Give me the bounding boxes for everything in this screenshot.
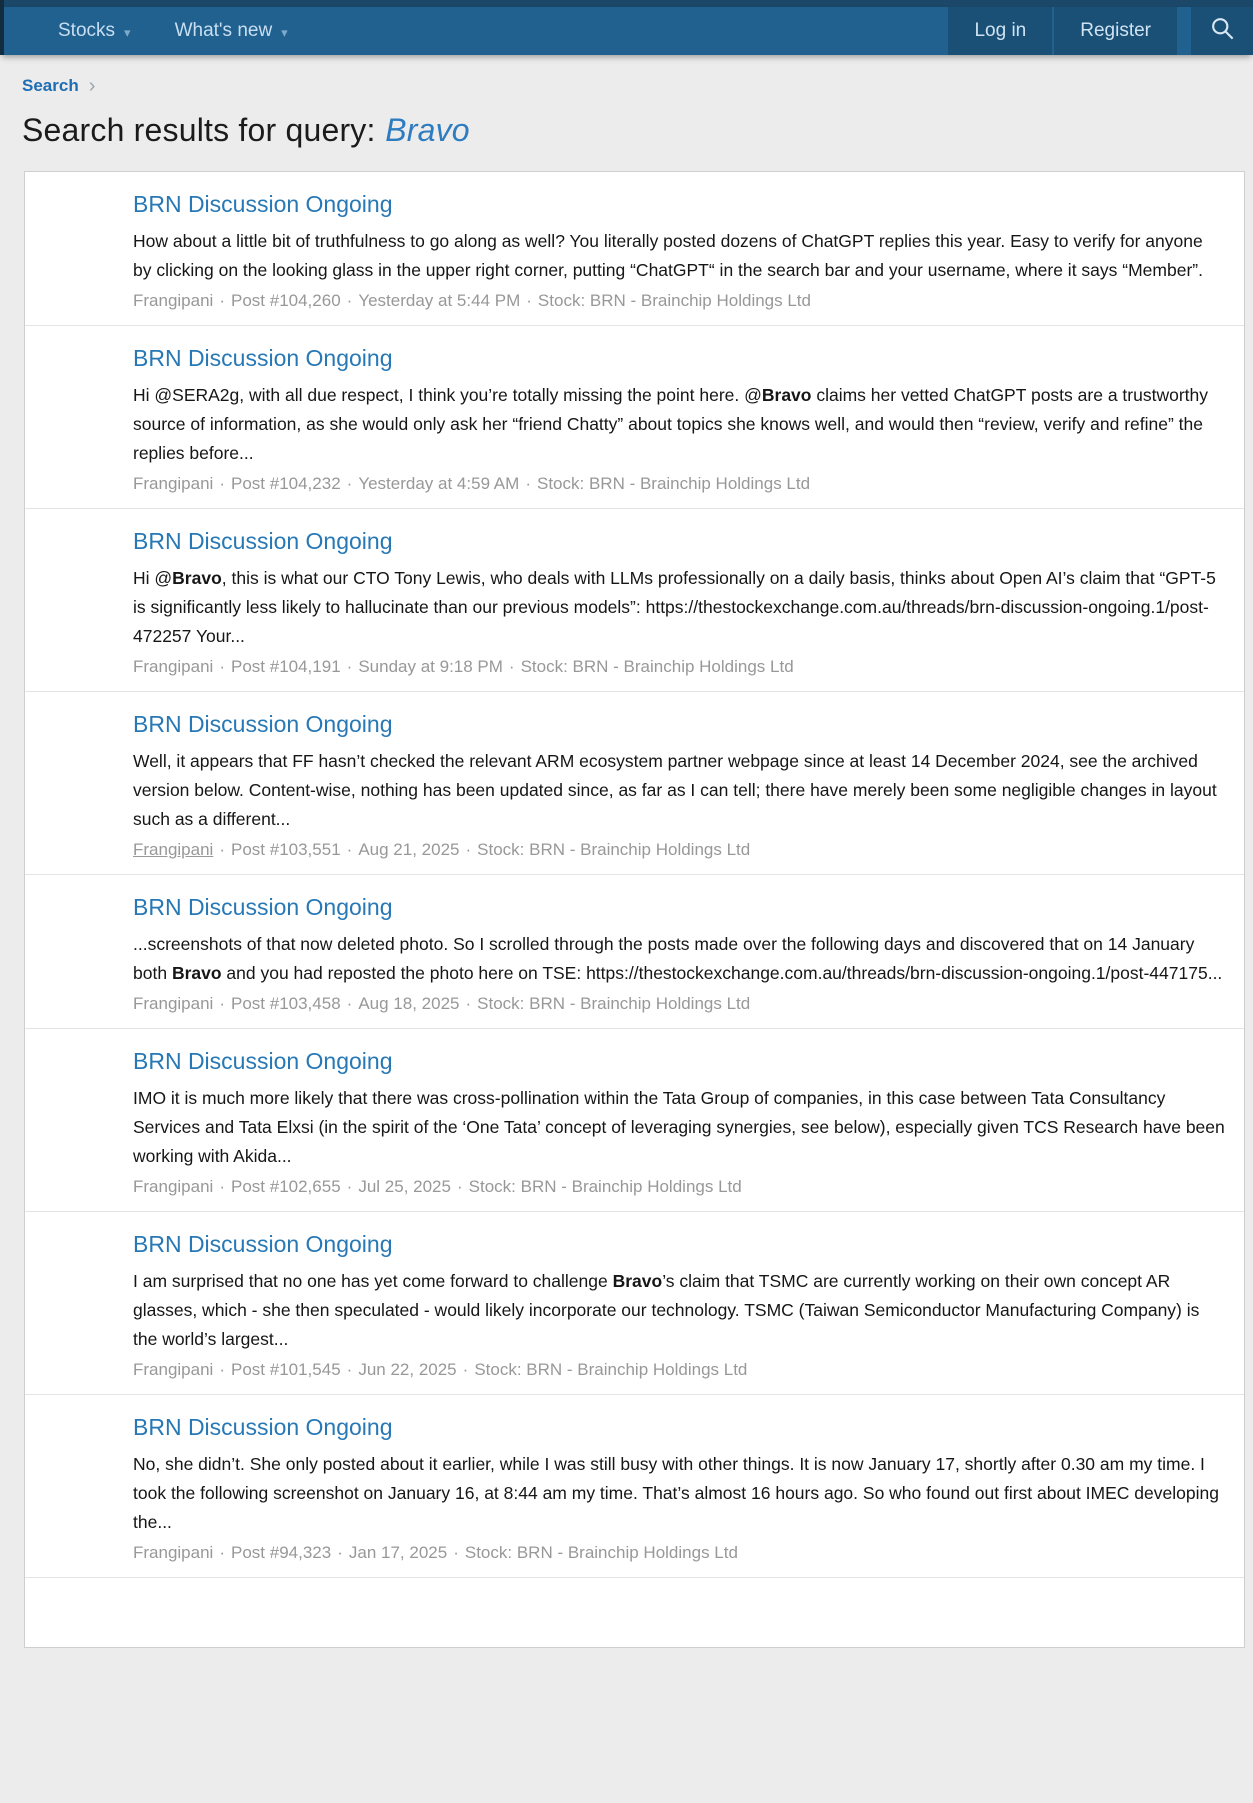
meta-separator: ·	[346, 291, 353, 310]
result-date-link[interactable]: Jun 22, 2025	[358, 1360, 457, 1379]
result-author-link[interactable]: Frangipani	[133, 474, 214, 493]
snippet-text: ...screenshots of that now deleted photo. So I scrolled through the posts made over the following days and discovered that on 14 January both	[133, 934, 1195, 983]
result-post-number: Post #101,545	[231, 1360, 341, 1379]
snippet-text: Well, it appears that FF hasn’t checked the relevant ARM ecosystem partner webpage since at least 14 December 2024, see the archived version below. Content-wise, nothing has been updated since, as far as I can tell; there have merely been some negligible changes in layout such as a different...	[133, 751, 1217, 829]
result-post-number: Post #103,551	[231, 840, 341, 859]
result-content	[133, 892, 1226, 1014]
partial-next-row	[25, 1577, 1244, 1647]
snippet-text: Hi @SERA2g, with all due respect, I think you’re totally missing the point here. @	[133, 385, 762, 405]
result-stock-label: Stock: BRN - Brainchip Holdings Ltd	[536, 474, 811, 493]
search-result-item	[25, 172, 1244, 325]
register-button[interactable]: Register	[1054, 7, 1177, 55]
result-content	[133, 1412, 1226, 1563]
search-result-item	[25, 1394, 1244, 1577]
search-button[interactable]	[1191, 7, 1253, 55]
snippet-bold-mention: Bravo	[172, 568, 222, 588]
result-meta	[133, 291, 1226, 311]
result-stock-label: Stock: BRN - Brainchip Holdings Ltd	[477, 840, 751, 859]
login-button[interactable]: Log in	[948, 7, 1052, 55]
result-date-link[interactable]: Aug 21, 2025	[358, 840, 460, 859]
snippet-text: No, she didn’t. She only posted about it earlier, while I was still busy with other things. It is now January 17, shortly after 0.30 am my time. I took the following screenshot on January 16, at 8:44 am my time. That’s almost 16 hours ago. So who found out first about IMEC developing the...	[133, 1454, 1219, 1532]
result-stock-label: Stock: BRN - Brainchip Holdings Ltd	[468, 1177, 742, 1196]
snippet-text: How about a little bit of truthfulness to go along as well? You literally posted dozens of ChatGPT replies this year. Easy to verify for anyone by clicking on the looking glass in the upper right corner, putting “ChatGPT“ in the search bar and your username, where it says “Member”.	[133, 231, 1203, 280]
result-meta	[133, 1177, 1226, 1197]
result-date-link[interactable]: Yesterday at 4:59 AM	[358, 474, 520, 493]
snippet-text: Hi @	[133, 568, 173, 588]
meta-separator: ·	[219, 657, 225, 676]
page-title	[22, 112, 1247, 149]
search-icon	[1209, 15, 1236, 47]
search-result-item	[25, 874, 1244, 1028]
result-meta	[133, 1360, 1226, 1380]
meta-separator: ·	[346, 1177, 353, 1196]
result-date-link[interactable]: Sunday at 9:18 PM	[358, 657, 503, 676]
search-result-item	[25, 1028, 1244, 1211]
snippet-text: , this is what our CTO Tony Lewis, who deals with LLMs professionally on a daily basis, thinks about Open AI’s claim that “GPT-5 is significantly less likely to hallucinate than our previous models”: https://thestockexchange.com.au/threads/brn-discussion-ongoing.1/post-472257 Your...	[133, 568, 1216, 646]
meta-separator: ·	[219, 1177, 225, 1196]
result-post-number: Post #102,655	[231, 1177, 341, 1196]
meta-separator: ·	[465, 994, 472, 1013]
result-snippet	[133, 930, 1226, 988]
result-content	[133, 709, 1226, 860]
result-author-link[interactable]: Frangipani	[133, 657, 214, 676]
result-content	[133, 189, 1226, 311]
breadcrumb	[22, 75, 1247, 96]
meta-separator: ·	[346, 840, 353, 859]
search-result-item	[25, 691, 1244, 874]
result-author-link[interactable]: Frangipani	[133, 1360, 214, 1379]
search-result-item	[25, 325, 1244, 508]
result-meta	[133, 994, 1226, 1014]
snippet-text: I am surprised that no one has yet come forward to challenge	[133, 1271, 613, 1291]
meta-separator: ·	[453, 1543, 459, 1562]
search-results-list	[24, 171, 1245, 1648]
avatar[interactable]	[39, 1412, 111, 1484]
snippet-bold-mention: Bravo	[612, 1271, 663, 1291]
search-results-page	[0, 55, 1253, 1648]
result-author-link[interactable]: Frangipani	[133, 1543, 214, 1562]
nav-item-label: Stocks	[58, 20, 116, 41]
snippet-bold-mention: Bravo	[171, 963, 222, 983]
result-content	[133, 1229, 1226, 1380]
result-date-link[interactable]: Jan 17, 2025	[348, 1543, 448, 1562]
meta-separator: ·	[219, 994, 225, 1013]
result-snippet	[133, 1084, 1226, 1171]
nav-top-strip	[0, 0, 1253, 7]
snippet-text: claims her vetted ChatGPT posts are a trustworthy source of information, as she would only ask her “friend Chatty” about topics she knows well, and would then “review, verify and refine” the replies before...	[133, 385, 1208, 463]
result-stock-label: Stock: BRN - Brainchip Holdings Ltd	[537, 291, 811, 310]
result-date-link[interactable]: Aug 18, 2025	[358, 994, 460, 1013]
result-meta	[133, 840, 1226, 860]
meta-separator: ·	[219, 1360, 225, 1379]
snippet-text: IMO it is much more likely that there was cross-pollination within the Tata Group of companies, in this case between Tata Consultancy Services and Tata Elxsi (in the spirit of the ‘One Tata’ concept of leveraging synergies, see below), especially given TCS Research have been working with Akida...	[133, 1088, 1225, 1166]
search-result-item	[25, 508, 1244, 691]
result-post-number: Post #104,260	[231, 291, 341, 310]
avatar[interactable]	[39, 892, 111, 964]
nav-item-stocks[interactable]	[36, 7, 153, 55]
result-author-link[interactable]: Frangipani	[133, 1177, 214, 1196]
chevron-down-icon: ▾	[124, 24, 131, 40]
result-title-link[interactable]: BRN Discussion Ongoing	[133, 191, 393, 217]
result-content	[133, 526, 1226, 677]
nav-item-whats-new[interactable]	[153, 7, 310, 55]
nav-item-label: What's new	[174, 20, 273, 41]
avatar[interactable]	[39, 1046, 111, 1118]
meta-separator: ·	[456, 1177, 463, 1196]
result-stock-label: Stock: BRN - Brainchip Holdings Ltd	[477, 994, 751, 1013]
result-meta	[133, 657, 1226, 677]
result-snippet	[133, 1450, 1226, 1537]
result-title-link[interactable]: BRN Discussion Ongoing	[133, 1414, 393, 1440]
result-author-link[interactable]: Frangipani	[133, 840, 214, 859]
result-content	[133, 343, 1226, 494]
result-title-link[interactable]: BRN Discussion Ongoing	[133, 345, 393, 371]
avatar[interactable]	[39, 343, 111, 415]
result-stock-label: Stock: BRN - Brainchip Holdings Ltd	[520, 657, 794, 676]
meta-separator: ·	[219, 291, 225, 310]
meta-separator: ·	[219, 840, 225, 859]
result-post-number: Post #104,191	[231, 657, 341, 676]
result-meta	[133, 1543, 1226, 1563]
meta-separator: ·	[346, 657, 353, 676]
page-title-prefix: Search results for query:	[22, 112, 376, 148]
snippet-text: ’s claim that TSMC are currently working on their own concept AR glasses, which - she then speculated - would likely incorporate our technology. TSMC (Taiwan Semiconductor Manufacturing Company) is the world’s largest...	[133, 1271, 1200, 1349]
meta-separator: ·	[508, 657, 515, 676]
result-stock-label: Stock: BRN - Brainchip Holdings Ltd	[464, 1543, 738, 1562]
meta-separator: ·	[525, 474, 531, 493]
result-snippet	[133, 1267, 1226, 1354]
result-date-link[interactable]: Jul 25, 2025	[358, 1177, 451, 1196]
meta-separator: ·	[462, 1360, 469, 1379]
breadcrumb-search-link[interactable]: Search	[22, 75, 79, 95]
breadcrumb-chevron-icon: ›	[88, 75, 96, 97]
result-snippet	[133, 381, 1226, 468]
nav-bar	[0, 7, 1253, 55]
result-post-number: Post #104,232	[231, 474, 341, 493]
snippet-bold-mention: Bravo	[761, 385, 812, 405]
meta-separator: ·	[219, 1543, 225, 1562]
snippet-text: and you had reposted the photo here on TSE: https://thestockexchange.com.au/threads/brn-discussion-ongoing.1/post-447175...	[221, 963, 1223, 983]
window-left-edge	[0, 0, 4, 55]
result-post-number: Post #94,323	[231, 1543, 332, 1562]
meta-separator: ·	[346, 994, 353, 1013]
avatar[interactable]	[39, 1229, 111, 1301]
result-post-number: Post #103,458	[231, 994, 341, 1013]
chevron-down-icon: ▾	[281, 24, 288, 40]
search-result-item	[25, 1211, 1244, 1394]
result-title-link[interactable]: BRN Discussion Ongoing	[133, 1048, 393, 1074]
result-snippet	[133, 227, 1226, 285]
result-author-link[interactable]: Frangipani	[133, 994, 214, 1013]
result-title-link[interactable]: BRN Discussion Ongoing	[133, 1231, 393, 1257]
result-title-link[interactable]: BRN Discussion Ongoing	[133, 528, 393, 554]
avatar[interactable]	[39, 709, 111, 781]
meta-separator: ·	[346, 474, 353, 493]
result-author-link[interactable]: Frangipani	[133, 291, 214, 310]
result-title-link[interactable]: BRN Discussion Ongoing	[133, 711, 393, 737]
meta-separator: ·	[337, 1543, 343, 1562]
result-snippet	[133, 564, 1226, 651]
top-nav	[0, 0, 1253, 55]
result-content	[133, 1046, 1226, 1197]
meta-separator: ·	[526, 291, 532, 310]
result-date-link[interactable]: Yesterday at 5:44 PM	[358, 291, 521, 310]
nav-account-area	[946, 7, 1253, 55]
result-title-link[interactable]: BRN Discussion Ongoing	[133, 894, 393, 920]
result-snippet	[133, 747, 1226, 834]
page-title-query: Bravo	[385, 112, 470, 148]
meta-separator: ·	[346, 1360, 353, 1379]
nav-menu	[0, 7, 310, 55]
result-stock-label: Stock: BRN - Brainchip Holdings Ltd	[474, 1360, 748, 1379]
result-meta	[133, 474, 1226, 494]
avatar[interactable]	[39, 189, 111, 261]
meta-separator: ·	[465, 840, 472, 859]
meta-separator: ·	[219, 474, 225, 493]
avatar[interactable]	[39, 526, 111, 598]
